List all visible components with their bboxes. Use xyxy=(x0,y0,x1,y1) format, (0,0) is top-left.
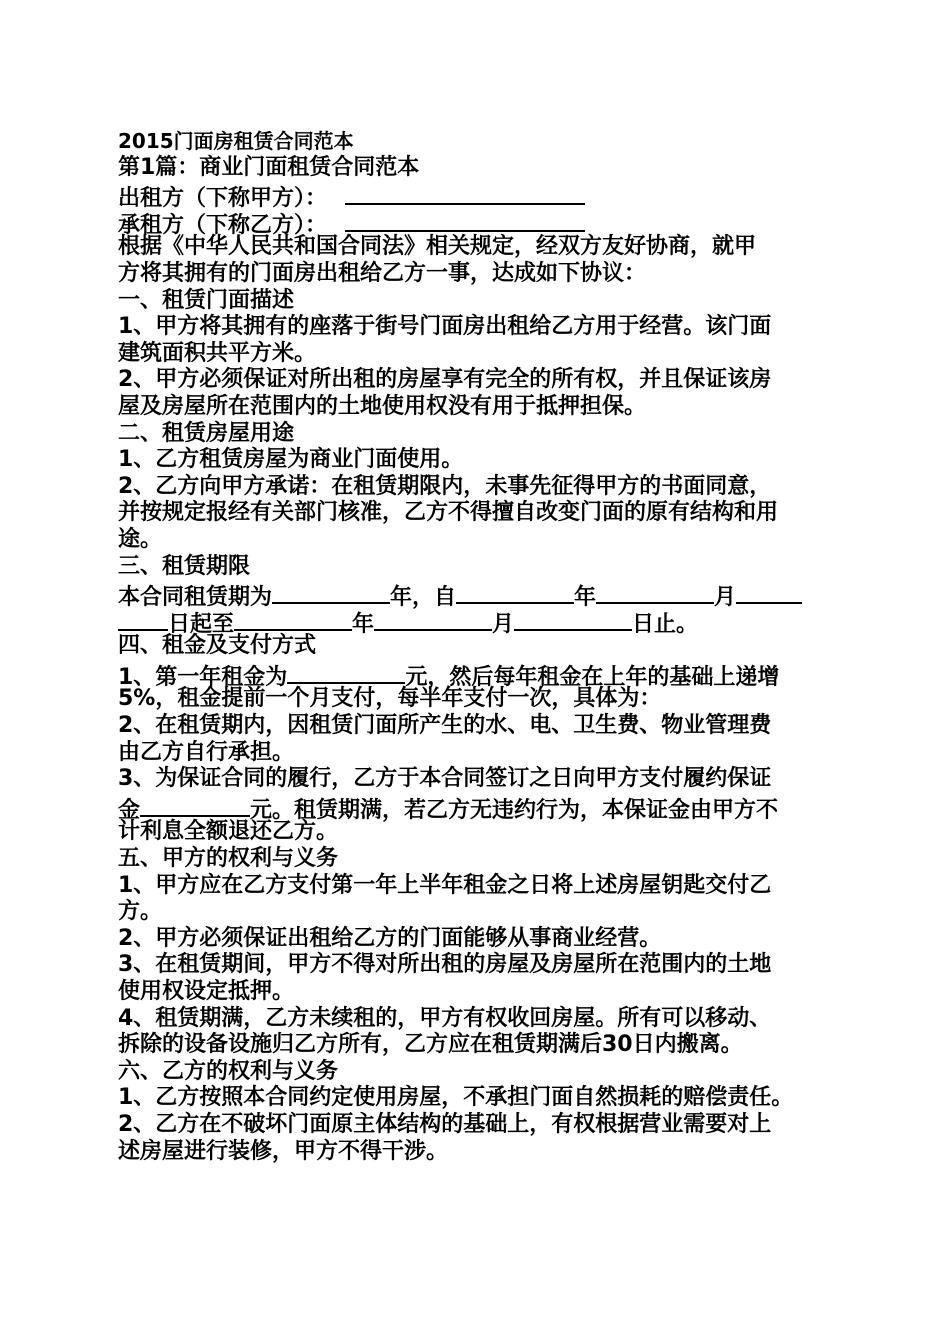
paragraph-line: 2、甲方必须保证出租给乙方的门面能够从事商业经营。 xyxy=(118,925,662,951)
paragraph-line: 2、甲方必须保证对所出租的房屋享有完全的所有权，并且保证该房 xyxy=(118,367,772,393)
paragraph-line: 4、租赁期满，乙方未续租的，甲方有权收回房屋。所有可以移动、 xyxy=(118,1005,772,1031)
paragraph-line: 拆除的设备设施归乙方所有，乙方应在租赁期满后30日内搬离。 xyxy=(118,1032,743,1058)
paragraph-line: 2、乙方向甲方承诺：在租赁期限内，未事先征得甲方的书面同意， xyxy=(118,473,772,499)
section-heading: 五、甲方的权利与义务 xyxy=(118,846,339,872)
rent-line xyxy=(118,660,838,690)
paragraph-line: 1、乙方租赁房屋为商业门面使用。 xyxy=(118,447,464,473)
paragraph-line: 1、乙方按照本合同约定使用房屋，不承担门面自然损耗的赔偿责任。 xyxy=(118,1085,794,1111)
lease-term-line xyxy=(118,580,838,611)
paragraph-line: 使用权设定抵押。 xyxy=(118,979,295,1004)
lease-term-text: 本合同租赁期为 xyxy=(118,585,273,611)
paragraph-line: 由乙方自行承担。 xyxy=(118,739,295,765)
paragraph-line: 建筑面积共平方米。 xyxy=(118,340,317,366)
paragraph-line: 方将其拥有的门面房出租给乙方一事，达成如下协议： xyxy=(118,260,647,286)
lease-term-text: 月 xyxy=(492,611,515,637)
lease-term-line xyxy=(118,607,838,637)
contract-document xyxy=(118,128,838,1165)
fill-blank xyxy=(272,580,390,604)
rent-text: 元，然后每年租金在上年的基础上递增 xyxy=(405,664,780,690)
fill-blank xyxy=(287,660,405,684)
fill-blank xyxy=(118,607,168,631)
lease-term-text: 日起至 xyxy=(168,611,235,637)
paragraph-line: 1、甲方应在乙方支付第一年上半年租金之日将上述房屋钥匙交付乙 xyxy=(118,872,772,898)
paragraph-line: 2、乙方在不破坏门面原主体结构的基础上，有权根据营业需要对上 xyxy=(118,1111,772,1137)
section-heading: 三、租赁期限 xyxy=(118,553,251,579)
fill-blank xyxy=(736,580,802,604)
lessee-line xyxy=(118,208,838,238)
lessor-label: 出租方（下称甲方）： xyxy=(118,186,328,212)
section-heading: 一、租赁门面描述 xyxy=(118,287,295,313)
paragraph-line: 1、甲方将其拥有的座落于街号门面房出租给乙方用于经营。该门面 xyxy=(118,314,772,340)
article-title: 第1篇：商业门面租赁合同范本 xyxy=(118,154,420,180)
section-heading: 六、乙方的权利与义务 xyxy=(118,1058,339,1084)
paragraph-line: 屋及房屋所在范围内的土地使用权没有用于抵押担保。 xyxy=(118,393,647,419)
deposit-text: 元。租赁期满，若乙方无违约行为，本保证金由甲方不 xyxy=(250,797,779,823)
paragraph-line: 3、为保证合同的履行，乙方于本合同签订之日向甲方支付履约保证 xyxy=(118,766,772,792)
paragraph-line: 计利息全额退还乙方。 xyxy=(118,819,339,845)
lessor-line xyxy=(118,181,838,212)
fill-blank xyxy=(374,607,492,631)
paragraph-line: 并按规定报经有关部门核准，乙方不得擅自改变门面的原有结构和用 xyxy=(118,500,779,526)
paragraph-line: 方。 xyxy=(118,899,163,925)
fill-blank xyxy=(456,580,574,604)
lessor-blank xyxy=(345,181,585,205)
lease-term-text: 年，自 xyxy=(390,585,457,611)
lease-term-text: 日止。 xyxy=(632,611,699,637)
paragraph-line: 根据《中华人民共和国合同法》相关规定，经双方友好协商，就甲 xyxy=(118,234,757,260)
fill-blank xyxy=(514,607,632,631)
section-heading: 二、租赁房屋用途 xyxy=(118,420,295,446)
document-title: 2015门面房租赁合同范本 xyxy=(118,129,354,153)
fill-blank xyxy=(140,793,250,817)
lease-term-text: 年 xyxy=(352,611,375,637)
lessee-label: 承租方（下称乙方）： xyxy=(118,212,328,238)
paragraph-line: 3、在租赁期间，甲方不得对所出租的房屋及房屋所在范围内的土地 xyxy=(118,952,772,978)
lease-term-text: 年 xyxy=(574,585,597,611)
paragraph-line: 2、在租赁期内，因租赁门面所产生的水、电、卫生费、物业管理费 xyxy=(118,713,772,739)
lessee-blank xyxy=(345,208,585,232)
paragraph-line: 述房屋进行装修，甲方不得干涉。 xyxy=(118,1138,449,1164)
fill-blank xyxy=(596,580,714,604)
deposit-text: 金 xyxy=(118,797,141,823)
paragraph-line: 5%，租金提前一个月支付，每半年支付一次，具体为： xyxy=(118,686,662,712)
deposit-line xyxy=(118,793,838,823)
rent-text: 1、第一年租金为 xyxy=(118,664,288,690)
fill-blank xyxy=(234,607,352,631)
lease-term-text: 月 xyxy=(714,585,737,611)
paragraph-line: 途。 xyxy=(118,526,163,552)
section-heading: 四、租金及支付方式 xyxy=(118,633,317,659)
